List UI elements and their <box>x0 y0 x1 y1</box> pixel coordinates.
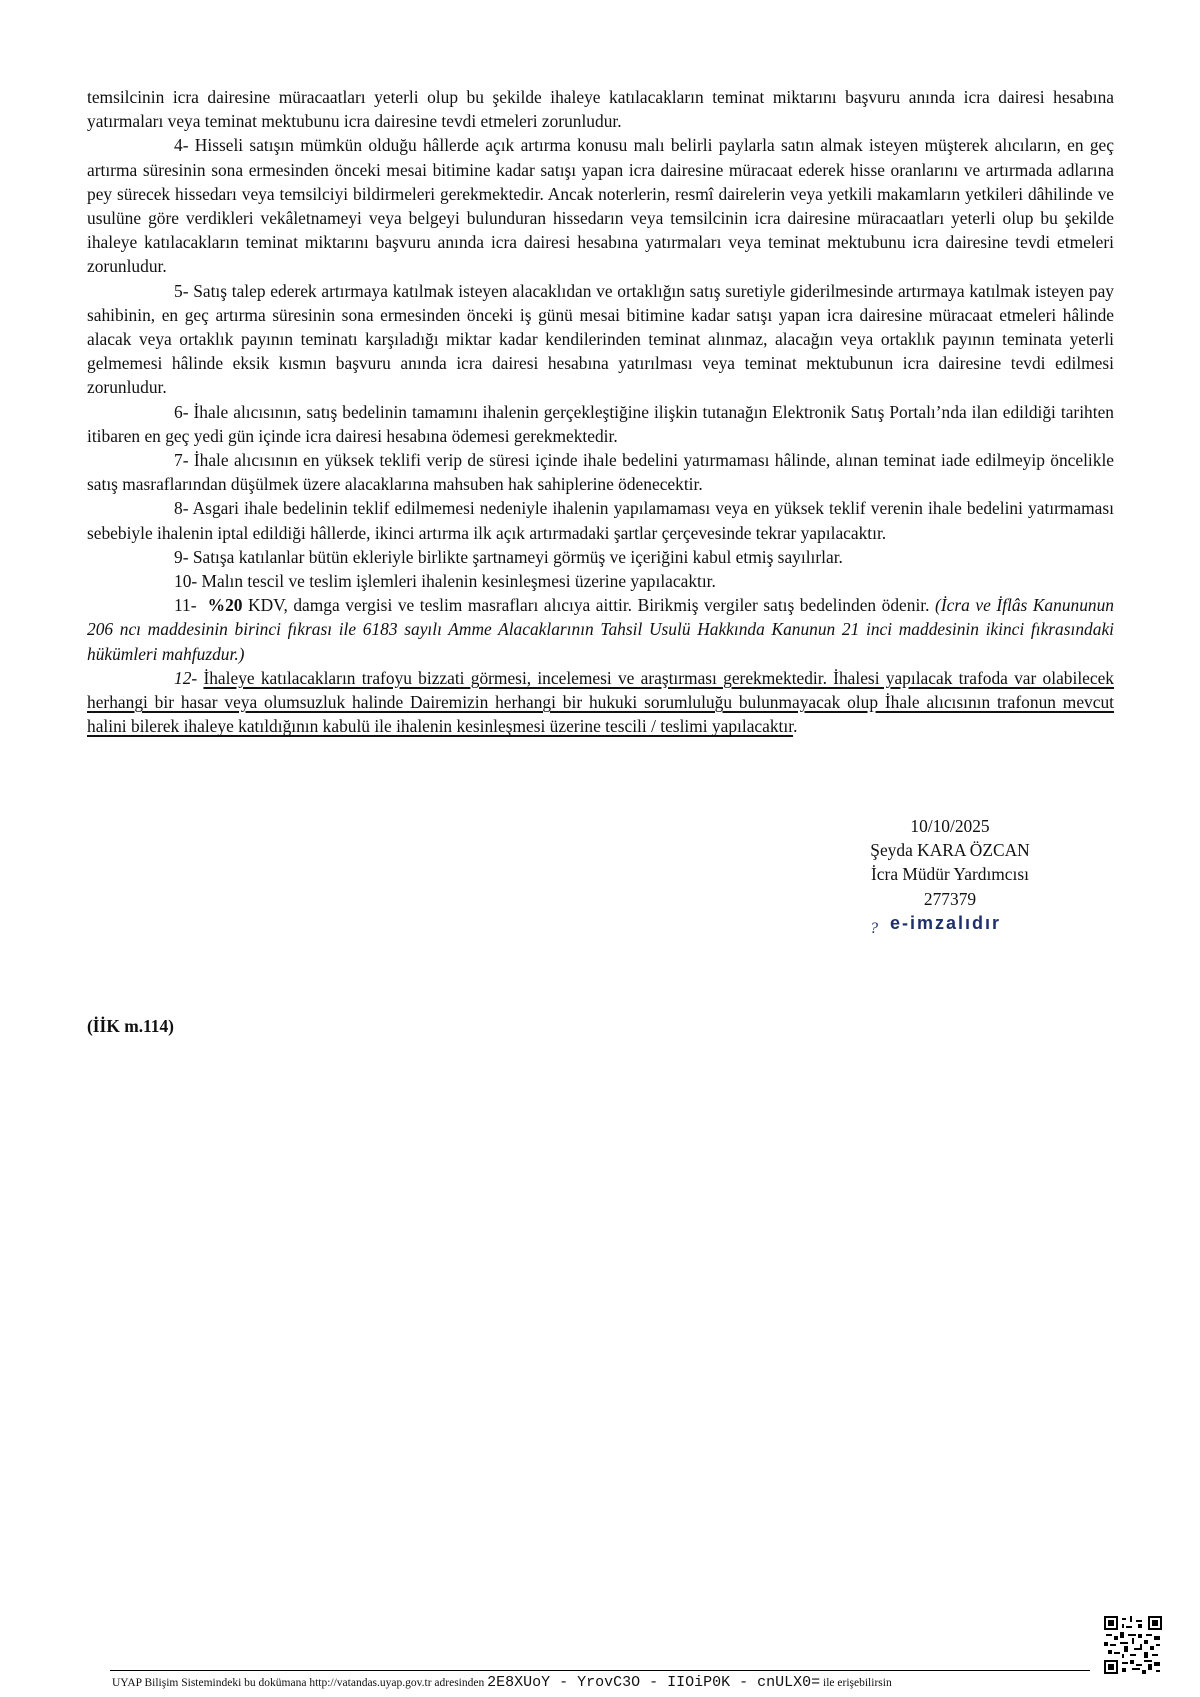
footer-prefix: UYAP Bilişim Sistemindeki bu dokümana http://vatandas.uyap.gov.tr adresinden <box>112 1677 485 1689</box>
item-11-text: KDV, damga vergisi ve teslim masrafları alıcıya aittir. Birikmiş vergiler satış bedelinden ödenir. <box>242 595 930 616</box>
qr-code-icon <box>1104 1616 1162 1674</box>
signature-date: 10/10/2025 <box>910 816 990 836</box>
paragraph-item-10: 10- Malın tescil ve teslim işlemleri ihalenin kesinleşmesi üzerine yapılacaktır. <box>174 571 716 592</box>
paragraph-item-6: 6- İhale alıcısının, satış bedelinin tamamını ihalenin gerçekleştiğine ilişkin tutanağın Elektronik Satış Portalı’nda ilan edildiği tarihten itibaren en geç yedi gün içinde icra dairesi hesabına ödemesi gerekmektedir. <box>87 401 1114 446</box>
footer-verification <box>112 1674 1102 1691</box>
item-12-text: İhaleye katılacakların trafoyu bizzati görmesi, incelemesi ve araştırması gerekmektedir. İhalesi yapılacak trafoda var olabilecek herhangi bir hasar veya olumsuzluk halinde Dairemizin herhangi bir hukuki sorumluluğu bulunmayacak olup İhale alıcısının trafonun mevcut halini bilerek ihaleye katıldığının kabulü ile ihalenin kesinleşmesi üzerine tescili / teslimi yapılacaktır <box>87 667 1115 737</box>
document-body <box>87 85 1114 738</box>
e-signature-stamp <box>870 913 1002 937</box>
e-signature-mark: ? <box>870 920 878 937</box>
paragraph-item-4: 4- Hisseli satışın mümkün olduğu hâllerde açık artırma konusu malı belirli paylarla satın almak isteyen müşterek alıcıların, en geç artırma süresinin sona ermesinden önceki mesai bitimine kadar satışı yapan icra dairesine müracaat ederek hisse oranlarını ve artırmada adlarına pey sürecek hissedarı veya temsilciyi bildirmeleri gerekmektedir. Ancak noterlerin, resmî dairelerin veya yetkili makamların yetkileri dâhilinde ve usulüne göre verdikleri vekâletnameyi veya belgeyi bulunduran hissedarın veya temsilcinin icra dairesine müracaatları yeterli olup bu şekilde ihaleye katılacakların teminat miktarını başvuru anında icra dairesi hesabına yatırmaları veya teminat mektubunu icra dairesine tevdi etmeleri zorunludur. <box>87 135 1114 277</box>
paragraph-item-9: 9- Satışa katılanlar bütün ekleriyle birlikte şartnameyi görmüş ve içeriğini kabul etmiş sayılırlar. <box>174 546 843 567</box>
footer-suffix: ile erişebilirsin <box>823 1677 892 1689</box>
paragraph-item-11 <box>87 593 1114 666</box>
verification-code: 2E8XUoY - YrovC3O - IIOiP0K - cnULX0= <box>487 1674 821 1691</box>
e-signature-label: e-imzalıdır <box>890 913 1002 933</box>
law-reference: (İİK m.114) <box>87 1016 174 1036</box>
paragraph-item-7: 7- İhale alıcısının en yüksek teklifi verip de süresi içinde ihale bedelini yatırmaması hâlinde, alınan teminat iade edilmeyip öncelikle satış masraflarından düşülmek üzere alacaklarına mahsuben hak sahiplerine ödenecektir. <box>87 450 1114 495</box>
paragraph-item-8: 8- Asgari ihale bedelinin teklif edilmemesi nedeniyle ihalenin yapılamaması veya en yüksek teklif verenin ihale bedelini yatırmaması sebebiyle ihalenin iptal edildiği hâllerde, ikinci artırma ilk açık artırmadaki şartlar çerçevesinde tekrar yapılacaktır. <box>87 498 1114 543</box>
signer-number: 277379 <box>923 888 977 909</box>
paragraph-item-12 <box>87 666 1114 739</box>
item-12-end: . <box>793 716 798 737</box>
item-12-number: 12- <box>174 667 198 688</box>
footer-divider <box>110 1670 1090 1671</box>
paragraph-item-5: 5- Satış talep ederek artırmaya katılmak isteyen alacaklıdan ve ortaklığın satış suretiyle giderilmesinde artırmaya katılmak isteyen pay sahibinin, en geç artırma süresinin sona ermesinden önceki iş günü mesai bitimine kadar satışı yapan icra dairesine müracaat etmeleri hâlinde alacak veya ortaklık payının teminatı karşıladığı miktar kadar kendilerinden teminat alınmaz, alacağın veya ortaklık payının teminata yeterli gelmemesi hâlinde eksik kısmın başvuru anında icra dairesi hesabına yatırılması veya teminat mektubunun icra dairesine tevdi edilmesi zorunludur. <box>87 280 1114 398</box>
signer-name: Şeyda KARA ÖZCAN <box>870 840 1030 861</box>
paragraph-continuation: temsilcinin icra dairesine müracaatları yeterli olup bu şekilde ihaleye katılacakların teminat miktarını başvuru anında icra dairesi hesabına yatırmaları veya teminat mektubunu icra dairesine tevdi etmeleri zorunludur. <box>87 87 1114 132</box>
signer-title: İcra Müdür Yardımcısı <box>871 864 1029 885</box>
signature-block <box>850 814 1050 911</box>
vat-rate: %20 <box>207 595 243 616</box>
item-11-number: 11- <box>174 595 197 616</box>
item-11-legal-note: (İcra ve İflâs Kanununun 206 ncı maddesinin birinci fıkrası ile 6183 sayılı Amme Alacaklarının Tahsil Usulü Hakkında Kanunun 21 inci maddesinin ikinci fıkrasındaki hükümleri mahfuzdur.) <box>87 595 1114 664</box>
